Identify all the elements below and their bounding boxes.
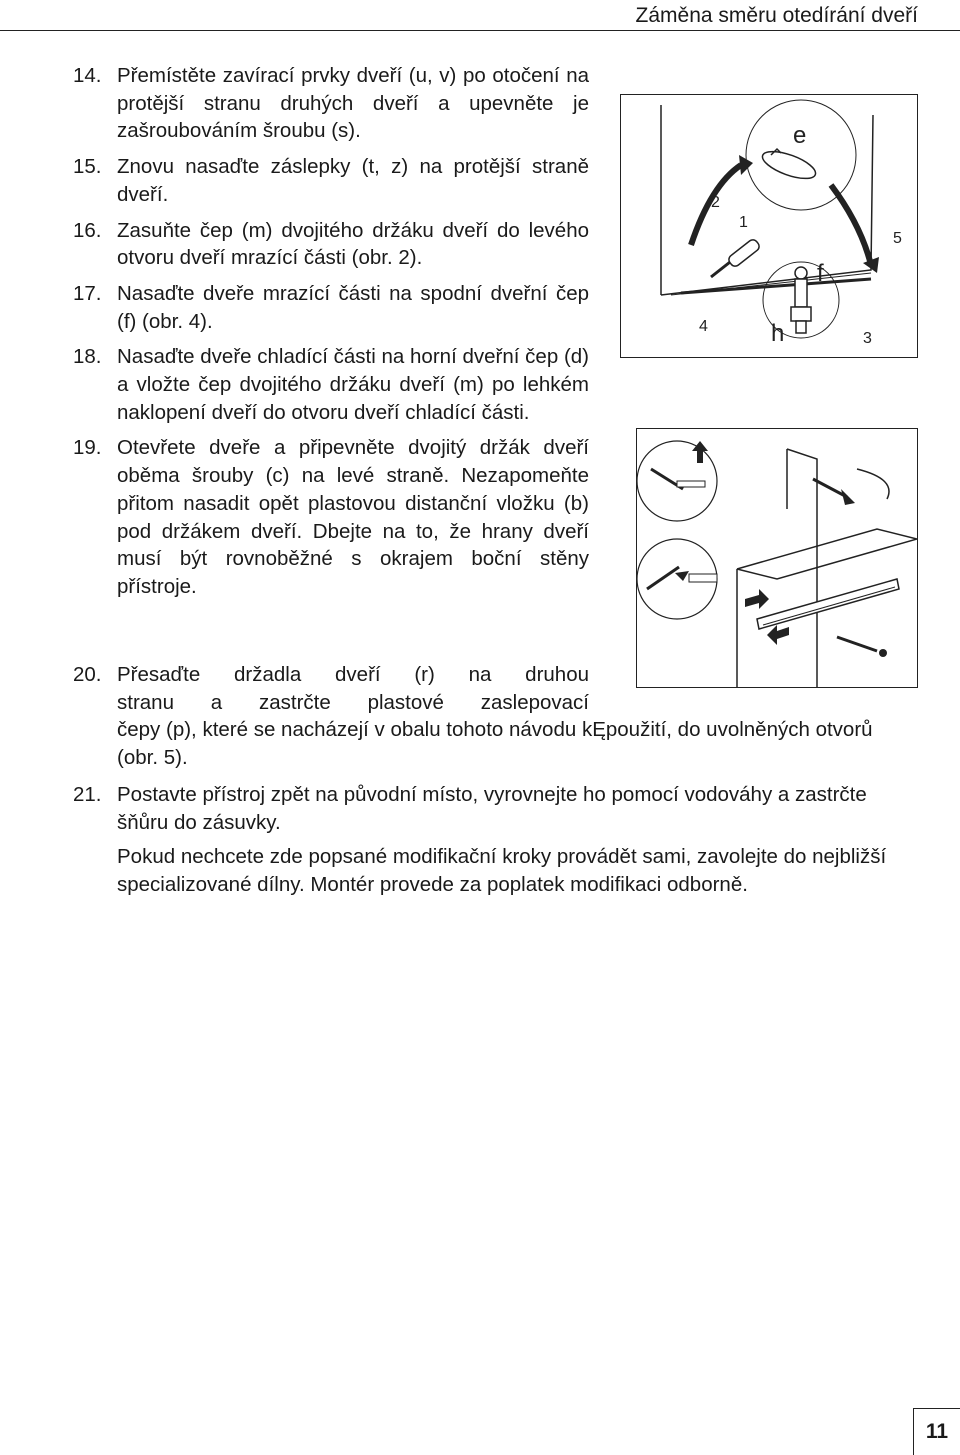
screw-icon [837, 637, 887, 657]
closing-note [73, 843, 918, 898]
step-text: Přemístěte zavírací prvky dveří (u, v) po otočení na protější stranu druhých dveří a upevněte je zašroubováním šroubu (s). [117, 64, 589, 143]
step-number: 18. [73, 345, 102, 369]
step-text-line: Přesaďte držadla dveří (r) na druhou [117, 663, 589, 686]
label-h: h [771, 320, 785, 347]
step-number: 15. [73, 155, 102, 179]
closing-note-text: Pokud nechcete zde popsané modifikační kroky provádět sami, zavolejte do nejbližší specializované dílny. Montér provede za poplatek modifikaci odborně. [117, 845, 887, 896]
header-rule [0, 30, 960, 31]
step-text: Zasuňte čep (m) dvojitého držáku dveří do levého otvoru dveří mrazící části (obr. 2). [117, 218, 589, 270]
label-e: e [793, 122, 807, 149]
step-number: 14. [73, 64, 102, 87]
label-4: 4 [699, 318, 708, 335]
steps-column [73, 62, 589, 609]
label-2: 2 [711, 194, 720, 211]
step-number: 16. [73, 218, 102, 242]
screw-icon [813, 479, 855, 505]
step-number: 21. [73, 783, 102, 806]
door-handle-part [757, 579, 899, 629]
door-holder-drawing [637, 429, 917, 687]
label-3: 3 [863, 330, 872, 347]
step-text: čepy (p), které se nacházejí v obalu tohoto návodu kĘpoužití, do uvolněných otvorů (obr. 5). [117, 718, 873, 770]
step-text: Nasaďte dveře chladící části na horní dveřní čep (d) a vložte čep dvojitého držáku dveří (m) po lehkém naklopení dveří do otvoru dveří chladící části. [117, 345, 589, 424]
step-number: 17. [73, 281, 102, 305]
step-item [73, 153, 589, 208]
step-item-21 [73, 781, 918, 836]
step-text-line: stranu a zastrčte plastové zaslepovací [117, 690, 589, 714]
step-item [73, 434, 589, 600]
step-text: Znovu nasaďte záslepky (t, z) na protější straně dveří. [117, 155, 589, 206]
step-text: Nasaďte dveře mrazící části na spodní dveřní čep (f) (obr. 4). [117, 281, 589, 333]
hinge-diagram-drawing [621, 95, 917, 357]
step-text: Otevřete dveře a připevněte dvojitý držák dveří oběma šrouby (c) na levé straně. Nezapomeňte přitom nasadit opět plastovou distanční vložku (b) pod držákem dveří. Dbejte na to, že hrany dveří musí být rovnoběžné s okrajem boční stěny přístroje. [117, 436, 589, 598]
step-item [73, 217, 589, 272]
step-item [73, 62, 589, 145]
label-f: f [817, 260, 824, 287]
step-item [73, 343, 589, 426]
label-5: 5 [893, 230, 902, 247]
screwdriver-icon [711, 238, 761, 277]
step-item [73, 280, 589, 335]
step-number: 19. [73, 436, 102, 460]
step-number: 20. [73, 663, 102, 686]
figure-door-holder-diagram [636, 428, 918, 688]
figure-hinge-diagram [620, 94, 918, 358]
cover-cap-part [759, 146, 818, 184]
step-text: Postavte přístroj zpět na původní místo, vyrovnejte ho pomocí vodováhy a zastrčte šňůru do zásuvky. [117, 783, 867, 834]
label-1: 1 [739, 214, 748, 231]
page-header-title: Záměna směru otedírání dveří [635, 4, 918, 27]
page-number: 11 [913, 1408, 960, 1455]
